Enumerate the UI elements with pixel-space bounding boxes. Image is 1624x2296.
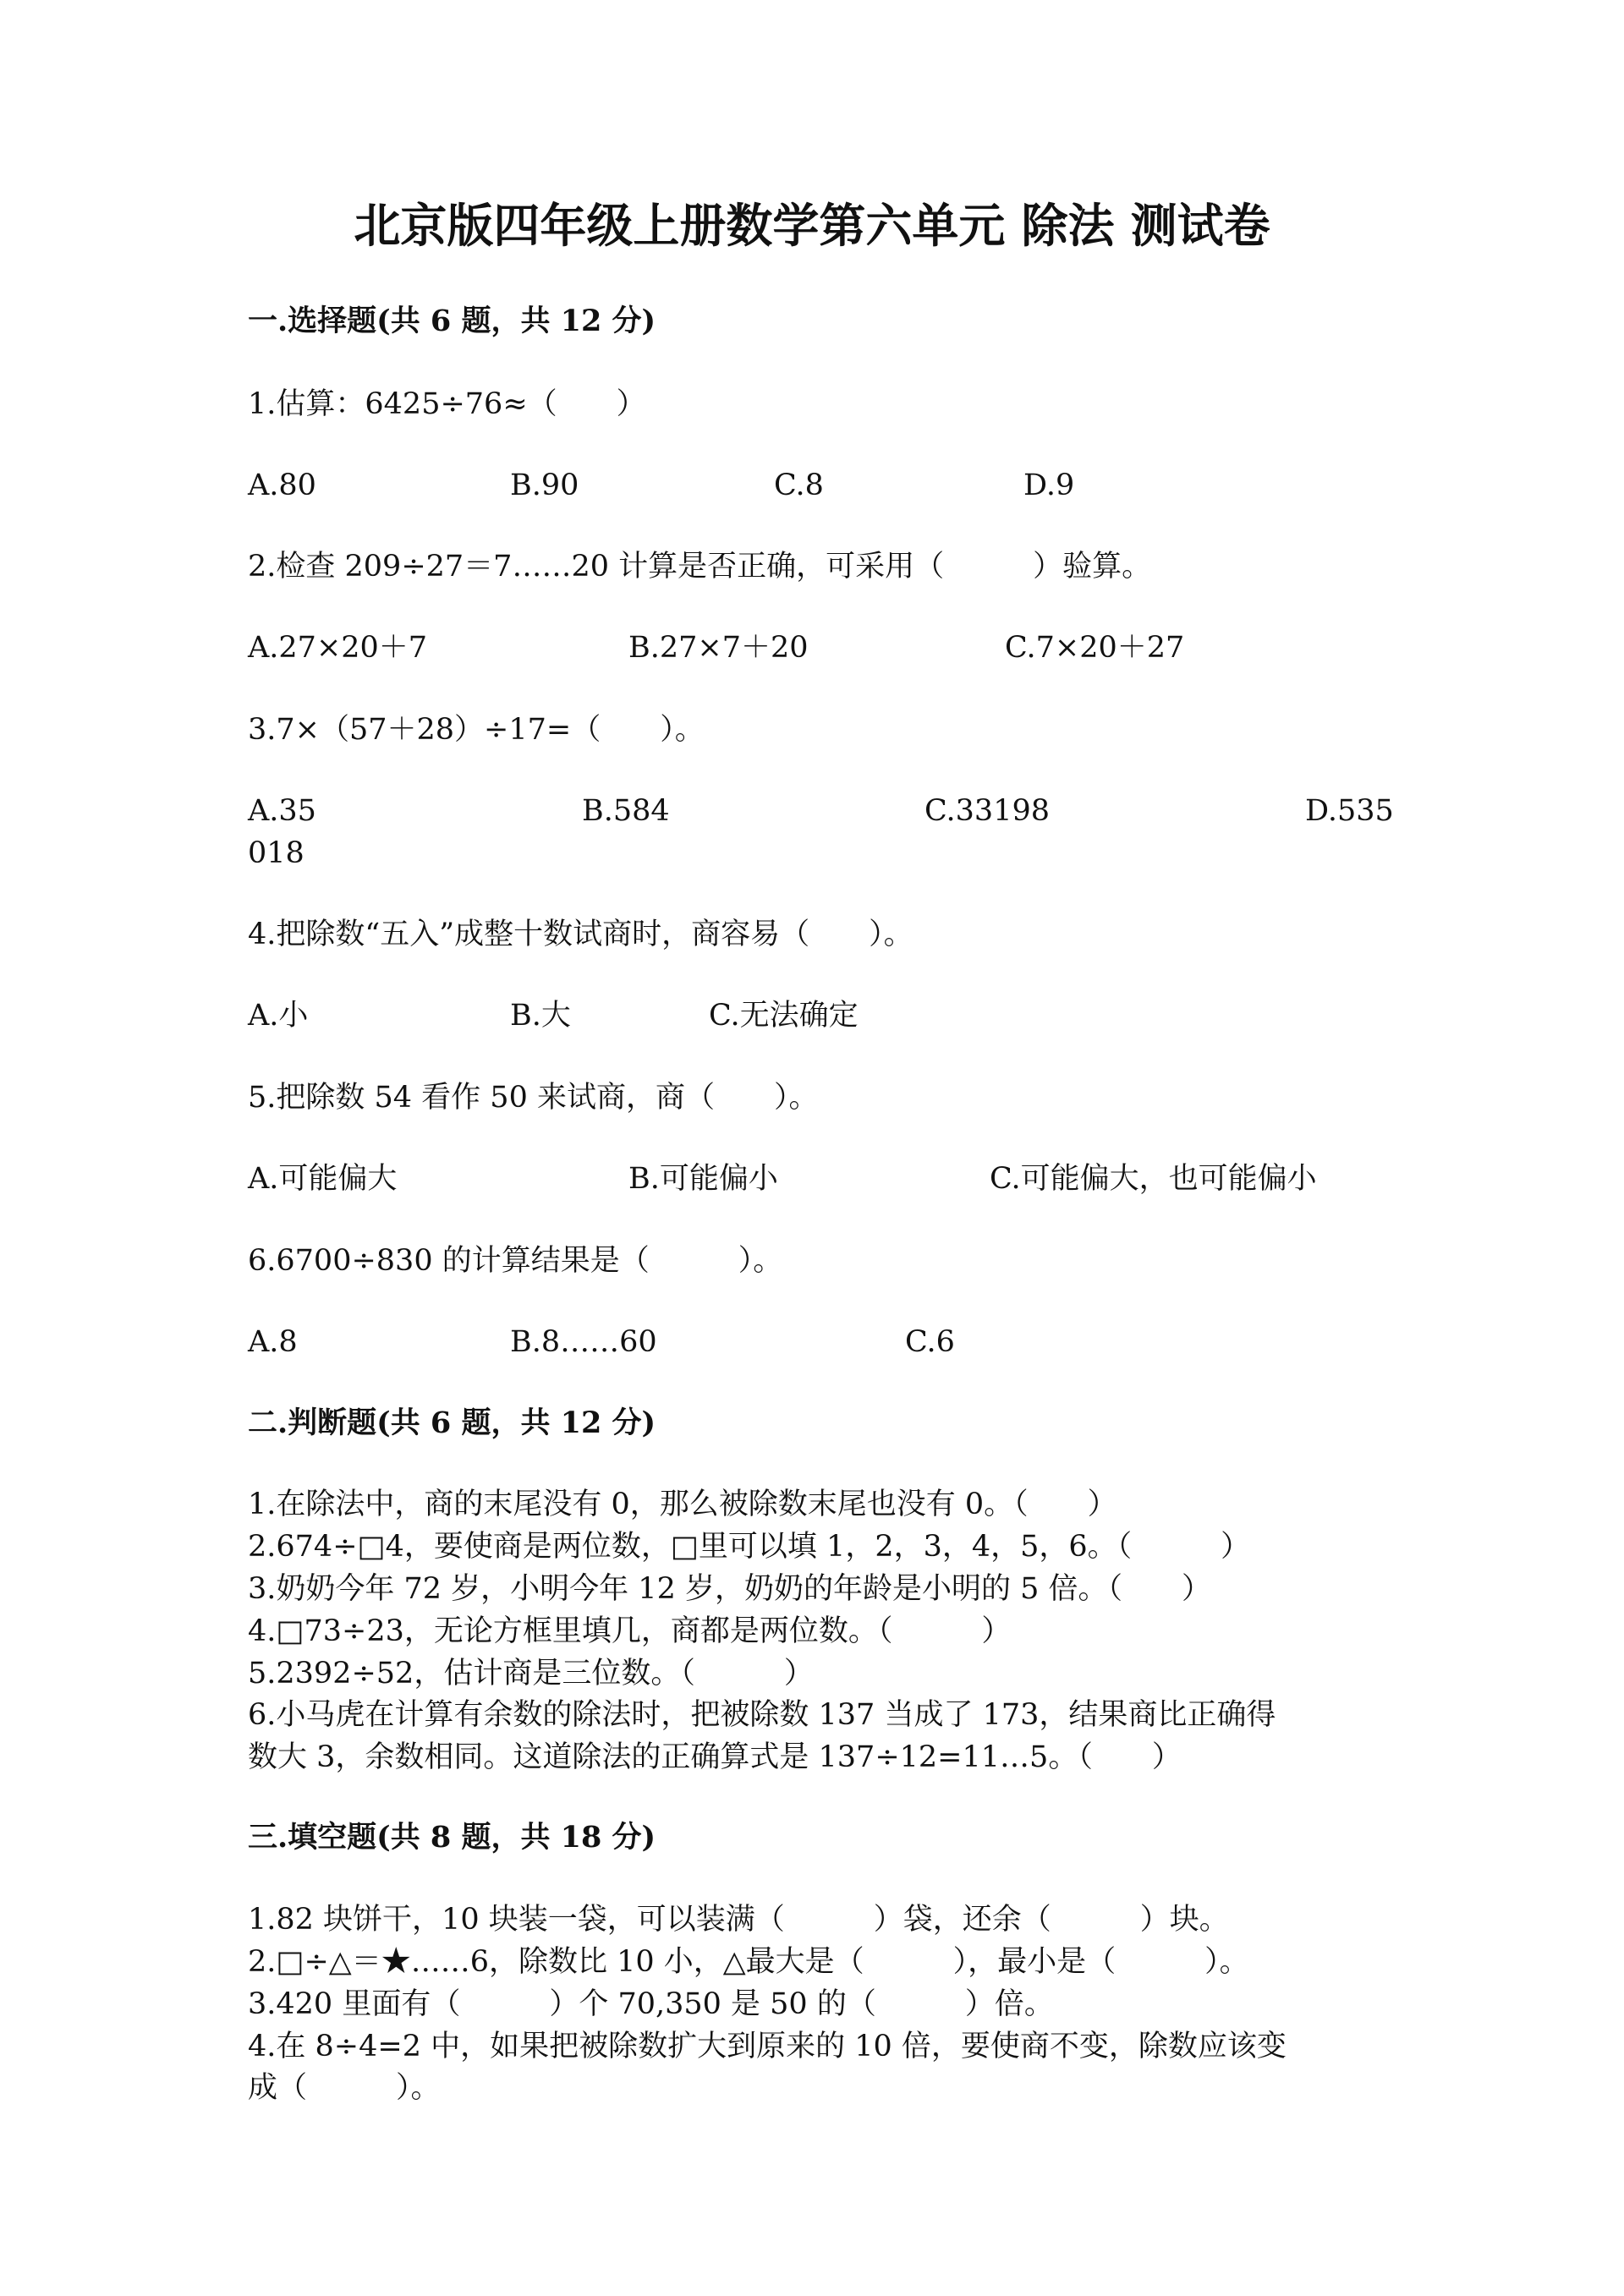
- judge-line: 3.奶奶今年 72 岁，小明今年 12 岁，奶奶的年龄是小明的 5 倍。（ ）: [248, 1572, 1211, 1606]
- option-a: A.80: [248, 469, 316, 502]
- option-d: D.9: [1023, 469, 1075, 502]
- option-b: B.大: [510, 999, 571, 1033]
- option-c: C.可能偏大，也可能偏小: [990, 1162, 1317, 1196]
- option-b: B.可能偏小: [628, 1162, 778, 1196]
- option-a: A.小: [248, 999, 309, 1033]
- fill-line: 4.在 8÷4=2 中，如果把被除数扩大到原来的 10 倍，要使商不变，除数应该变: [248, 2030, 1287, 2063]
- option-a: A.可能偏大: [248, 1162, 398, 1196]
- question-stem: 4.把除数“五入”成整十数试商时，商容易（ ）。: [248, 918, 914, 951]
- option-d: D.535: [1305, 794, 1394, 828]
- question-stem: 6.6700÷830 的计算结果是（ ）。: [248, 1244, 783, 1278]
- option-c: C.8: [774, 469, 824, 502]
- option-b: B.90: [510, 469, 579, 502]
- question-stem: 5.把除数 54 看作 50 来试商，商（ ）。: [248, 1081, 819, 1115]
- section-heading-judge: 二.判断题(共 6 题，共 12 分): [248, 1406, 656, 1440]
- question-stem: 2.检查 209÷27＝7……20 计算是否正确，可采用（ ）验算。: [248, 550, 1152, 584]
- question-stem: 3.7×（57＋28）÷17=（ ）。: [248, 713, 705, 747]
- judge-line: 5.2392÷52，估计商是三位数。（ ）: [248, 1657, 814, 1690]
- option-c: C.7×20＋27: [1005, 631, 1185, 665]
- section-heading-fill: 三.填空题(共 8 题，共 18 分): [248, 1820, 656, 1855]
- option-c: C.无法确定: [709, 999, 859, 1033]
- judge-line: 数大 3，余数相同。这道除法的正确算式是 137÷12=11…5。（ ）: [248, 1740, 1182, 1774]
- option-c: C.33198: [924, 794, 1050, 828]
- fill-line: 3.420 里面有（ ）个 70,350 是 50 的（ ）倍。: [248, 1987, 1054, 2021]
- fill-line: 成（ ）。: [248, 2071, 441, 2105]
- option-b: B.584: [582, 794, 670, 828]
- option-b: B.8……60: [510, 1325, 657, 1359]
- option-d-wrap: 018: [248, 836, 304, 870]
- option-a: A.35: [248, 794, 316, 828]
- judge-line: 4.□73÷23，无论方框里填几，商都是两位数。（ ）: [248, 1614, 1012, 1648]
- option-c: C.6: [905, 1325, 955, 1359]
- judge-line: 6.小马虎在计算有余数的除法时，把被除数 137 当成了 173，结果商比正确得: [248, 1698, 1276, 1732]
- section-heading-choice: 一.选择题(共 6 题，共 12 分): [248, 304, 656, 338]
- option-a: A.27×20＋7: [248, 631, 428, 665]
- judge-line: 1.在除法中，商的末尾没有 0，那么被除数末尾也没有 0。（ ）: [248, 1488, 1117, 1521]
- page-title: 北京版四年级上册数学第六单元 除法 测试卷: [354, 198, 1270, 253]
- option-b: B.27×7＋20: [628, 631, 809, 665]
- option-a: A.8: [248, 1325, 298, 1359]
- question-stem: 1.估算：6425÷76≈（ ）: [248, 387, 646, 421]
- judge-line: 2.674÷□4，要使商是两位数，□里可以填 1，2，3，4，5，6。（ ）: [248, 1530, 1251, 1564]
- fill-line: 1.82 块饼干，10 块装一袋，可以装满（ ）袋，还余（ ）块。: [248, 1903, 1229, 1937]
- fill-line: 2.□÷△＝★……6，除数比 10 小，△最大是（ ），最小是（ ）。: [248, 1945, 1249, 1979]
